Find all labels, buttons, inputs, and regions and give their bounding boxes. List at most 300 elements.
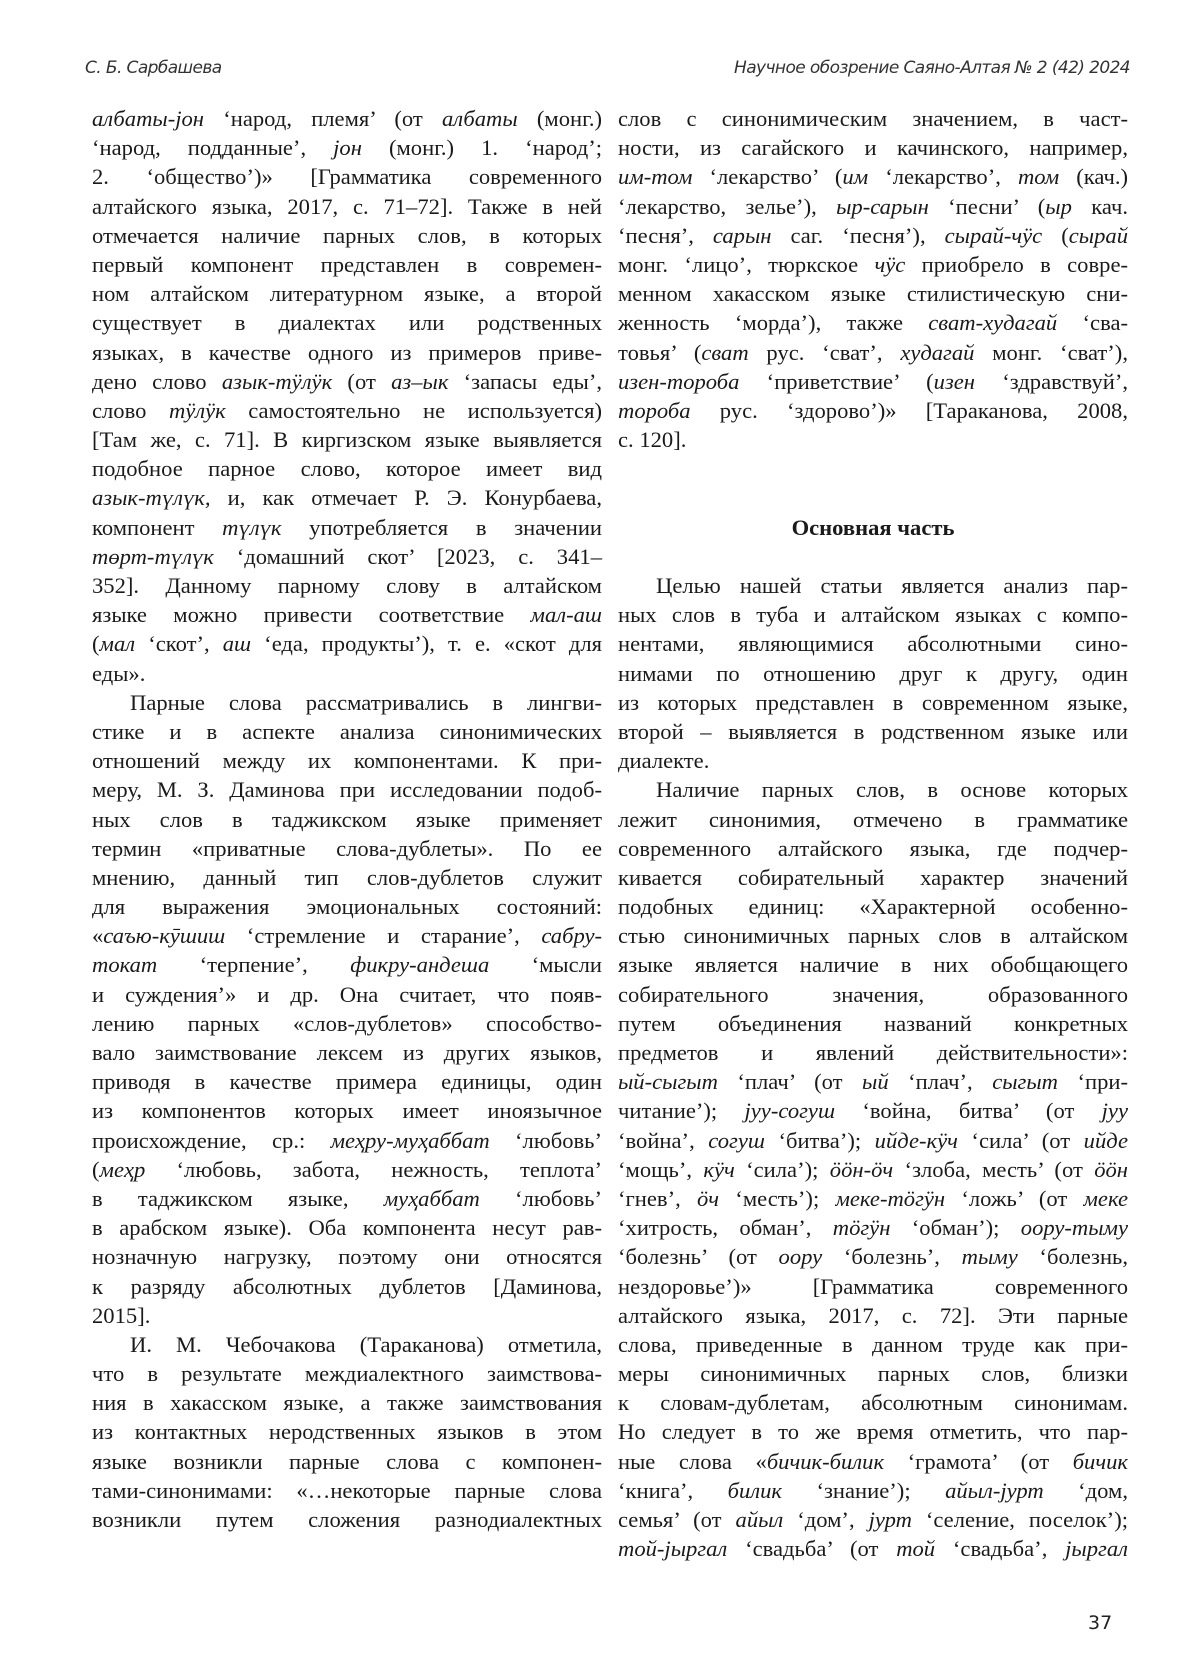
italic-term: аз–ык <box>391 368 449 394</box>
text-segment: ‘лекарство’ ( <box>692 164 843 190</box>
text-line <box>618 133 1128 162</box>
text-line <box>618 1301 1128 1330</box>
text-line <box>92 746 602 775</box>
text-segment: ‘гнев’, <box>618 1185 697 1211</box>
text-line <box>618 1213 1128 1242</box>
text-line <box>618 396 1128 425</box>
text-segment: языке является наличие в них обобщающего <box>618 952 1128 978</box>
text-line <box>92 396 602 425</box>
text-segment: ( <box>92 631 100 657</box>
text-segment: ‘болезнь, <box>1017 1244 1128 1270</box>
text-line <box>92 104 602 133</box>
text-segment: ‘мысли <box>489 952 603 978</box>
italic-term: той <box>896 1536 936 1562</box>
italic-term: азык-тӱлӱк <box>221 368 333 394</box>
text-line <box>92 1505 602 1534</box>
italic-term: бичик <box>1072 1448 1128 1474</box>
text-segment: путем объединения названий конкретных <box>618 1010 1128 1036</box>
italic-term: сарын <box>712 222 772 248</box>
italic-term: оору <box>778 1244 823 1270</box>
italic-term: jуу-согуш <box>744 1098 836 1124</box>
text-segment: ‘свадьба’, <box>935 1536 1066 1562</box>
text-line <box>618 1038 1128 1067</box>
text-segment: меру, М. З. Даминова при исследовании подоб- <box>92 777 602 803</box>
text-line <box>92 1067 602 1096</box>
italic-term: ийде <box>1083 1127 1128 1153</box>
text-segment: И. М. Чебочакова (Тараканова) отметила, <box>130 1331 602 1357</box>
text-segment: ‘сила’ (от <box>957 1127 1084 1153</box>
text-segment: нозначную нагрузку, поэтому они относятся <box>92 1244 602 1270</box>
text-line <box>618 688 1128 717</box>
page-number: 37 <box>1088 1612 1113 1634</box>
text-line <box>618 1242 1128 1271</box>
text-line <box>92 279 602 308</box>
text-segment: языках, в качестве одного из примеров приве- <box>92 339 602 365</box>
text-line <box>618 338 1128 367</box>
text-segment: ности, из сагайского и качинского, например, <box>618 135 1128 161</box>
text-line <box>92 1330 602 1359</box>
italic-term: согуш <box>708 1127 765 1153</box>
header-author: С. Б. Сарбашева <box>85 58 222 78</box>
italic-term: албаты-jон <box>92 106 205 131</box>
italic-term: тӱлӱк <box>168 397 226 423</box>
text-segment: ‘здравствуй’, <box>975 368 1129 394</box>
text-segment: в таджикском языке, <box>92 1185 384 1211</box>
italic-term: ӧч <box>696 1185 720 1211</box>
text-line <box>618 192 1128 221</box>
text-segment: термин «приватные слова-дублеты». По ее <box>92 835 602 861</box>
text-segment: стью синонимичных парных слов в алтайском <box>618 923 1128 949</box>
text-segment: тами-синонимами: «…некоторые парные слова <box>92 1477 602 1503</box>
text-segment: языке возникли парные слова с компонен- <box>92 1448 602 1474</box>
italic-term: мал <box>99 631 136 657</box>
text-segment: еды». <box>92 660 146 686</box>
text-segment: из которых представлен в современном языке, <box>618 689 1128 715</box>
italic-term: оору-тыму <box>1020 1215 1128 1241</box>
text-segment: алтайского языка, 2017, с. 71–72]. Также в ней <box>92 193 602 219</box>
text-segment: компонент <box>92 514 223 540</box>
text-segment: саг. ‘песня’), <box>771 222 945 248</box>
text-segment: ‘свадьба’ (от <box>727 1536 897 1562</box>
text-line <box>618 1096 1128 1125</box>
text-segment: Наличие парных слов, в основе которых <box>656 777 1128 803</box>
text-segment: ‘народ, подданные’, <box>92 135 334 161</box>
italic-term: сват <box>701 339 749 365</box>
text-segment: (монг.) 1. ‘народ’; <box>361 135 602 161</box>
text-segment: ‘стремление и старание’, <box>225 923 542 949</box>
text-line <box>618 834 1128 863</box>
text-segment: ‘еда, продукты’), т. е. «скот для <box>251 631 602 657</box>
text-segment: лежит синонимия, отмечено в грамматике <box>618 806 1128 832</box>
text-segment: ния в хакасском языке, а также заимствования <box>92 1390 602 1416</box>
text-segment: [Там же, с. 71]. В киргизском языке выявляется <box>92 427 602 453</box>
text-line <box>618 250 1128 279</box>
text-segment: к словам-дублетам, абсолютным синонимам. <box>618 1390 1128 1416</box>
text-segment: 2. ‘общество’)» [Грамматика современного <box>92 164 602 190</box>
italic-term: сват-худагай <box>928 310 1058 336</box>
text-segment: ‘селение, поселок’); <box>911 1507 1128 1532</box>
text-segment: « <box>92 923 104 949</box>
text-segment: ‘терпение’, <box>157 952 351 978</box>
text-line <box>618 1155 1128 1184</box>
text-line <box>92 542 602 571</box>
text-line <box>618 308 1128 337</box>
italic-term: изен-тороба <box>618 368 740 394</box>
text-line <box>92 1155 602 1184</box>
text-line <box>92 571 602 600</box>
text-segment: рус. ‘сват’, <box>748 339 901 365</box>
text-line <box>92 1213 602 1242</box>
italic-term: им-том <box>618 164 693 190</box>
text-segment: алтайского языка, 2017, с. 72]. Эти парные <box>618 1302 1128 1328</box>
text-segment: приводя в качестве примера единицы, один <box>92 1069 602 1095</box>
text-segment: и суждения’» и др. Она считает, что появ- <box>92 981 602 1007</box>
text-line <box>618 775 1128 804</box>
text-line <box>618 980 1128 1009</box>
text-segment: монг. ‘сват’), <box>974 339 1128 365</box>
text-line <box>92 1096 602 1125</box>
text-line <box>618 1067 1128 1096</box>
text-segment: первый компонент представлен в современ- <box>92 251 602 277</box>
italic-term: jыргал <box>1065 1536 1128 1562</box>
italic-term: меҳр <box>99 1156 146 1182</box>
italic-term: сыгыт <box>992 1069 1058 1095</box>
left-column <box>92 104 602 1534</box>
text-line <box>618 1272 1128 1301</box>
text-line <box>92 1242 602 1271</box>
text-line <box>92 221 602 250</box>
text-segment: нимами по отношению друг к другу, один <box>618 660 1128 686</box>
text-segment: (от <box>332 368 392 394</box>
text-line <box>92 513 602 542</box>
text-line <box>92 659 602 688</box>
text-line <box>92 133 602 162</box>
text-line <box>92 1417 602 1446</box>
text-line <box>618 162 1128 191</box>
italic-term: муҳаббат <box>383 1185 480 1211</box>
text-segment: предметов и явлений действительности»: <box>618 1040 1128 1065</box>
text-segment: ‘домашний скот’ [2023, с. 341– <box>213 543 602 569</box>
text-segment: ‘любовь’ <box>489 1127 602 1153</box>
text-segment: подобных единиц: «Характерной особенно- <box>618 894 1128 920</box>
text-segment: кач. <box>1071 193 1128 219</box>
text-line <box>92 338 602 367</box>
italic-term: азык-түлүк, <box>92 485 211 511</box>
text-segment: ‘скот’, <box>135 631 223 657</box>
italic-term: худагай <box>900 339 975 365</box>
italic-term: сабру- <box>541 923 602 949</box>
italic-term: кӱч <box>703 1156 735 1182</box>
italic-term: айыл-jурт <box>945 1477 1044 1503</box>
text-line <box>618 863 1128 892</box>
text-segment: кивается собирательный характер значений <box>618 864 1128 890</box>
text-segment: стике и в аспекте анализа синонимических <box>92 718 602 744</box>
text-line <box>92 775 602 804</box>
text-segment: семья’ (от <box>618 1507 736 1532</box>
italic-term: изен <box>933 368 976 394</box>
text-line <box>92 892 602 921</box>
text-segment: слов с синонимическим значением, в част- <box>618 106 1128 131</box>
italic-term: ыр-сарын <box>836 193 929 219</box>
italic-term: токат <box>92 952 158 978</box>
text-segment: нездоровье’)» [Грамматика современного <box>618 1273 1128 1299</box>
italic-term: jурт <box>868 1507 912 1532</box>
text-line <box>618 221 1128 250</box>
text-segment: ‘болезнь’ (от <box>618 1244 779 1270</box>
text-segment: диалекте. <box>618 748 710 774</box>
text-segment: с. 120]. <box>618 427 687 453</box>
italic-term: түлүк <box>222 514 282 540</box>
text-line <box>618 1359 1128 1388</box>
text-segment: ных слов в таджикском языке применяет <box>92 806 602 832</box>
italic-term: мал-аш <box>530 602 602 628</box>
text-segment: вало заимствование лексем из других языков, <box>92 1040 602 1065</box>
italic-term: тороба <box>618 397 691 423</box>
text-segment: отношений между их компонентами. К при- <box>92 748 602 774</box>
italic-term: ийде-кӱч <box>874 1127 958 1153</box>
italic-term: чӱс <box>874 251 906 277</box>
text-line <box>618 367 1128 396</box>
text-segment: ( <box>92 1156 100 1182</box>
text-segment: ‘болезнь’, <box>822 1244 962 1270</box>
text-line <box>618 1417 1128 1446</box>
text-segment: подобное парное слово, которое имеет вид <box>92 456 602 482</box>
text-segment: мнению, данный тип слов-дублетов служит <box>92 864 602 890</box>
text-segment: слова, приведенные в данном труде как при- <box>618 1331 1128 1357</box>
text-segment: современного алтайского языка, где подчер- <box>618 835 1128 861</box>
text-line <box>618 600 1128 629</box>
italic-term: саъю-кӯшиш <box>103 923 226 949</box>
text-segment: ‘лекарство, зелье’), <box>618 193 837 219</box>
italic-term: той-jыргал <box>618 1536 728 1562</box>
text-line <box>618 659 1128 688</box>
text-segment: (кач.) <box>1059 164 1129 190</box>
section-heading <box>618 513 1128 542</box>
text-segment: нентами, являющимися абсолютными сино- <box>618 631 1128 657</box>
italic-term: меҳру-муҳаббат <box>330 1127 490 1153</box>
text-line <box>92 600 602 629</box>
italic-term: бичик-билик <box>766 1448 885 1474</box>
text-segment: 352]. Данному парному слову в алтайском <box>92 573 602 598</box>
text-segment: рус. ‘здорово’)» [Тараканова, 2008, <box>690 397 1128 423</box>
text-line <box>92 162 602 191</box>
text-line <box>92 1447 602 1476</box>
right-column <box>618 104 1128 1563</box>
text-segment: товья’ ( <box>618 339 702 365</box>
text-line <box>92 688 602 717</box>
text-segment: ‘хитрость, обман’, <box>618 1215 833 1241</box>
text-line <box>618 1505 1128 1534</box>
text-segment: ные слова « <box>618 1448 767 1474</box>
text-segment: ‘плач’, <box>888 1069 993 1095</box>
text-line <box>618 717 1128 746</box>
text-line <box>92 1359 602 1388</box>
header-journal: Научное обозрение Саяно-Алтая № 2 (42) 2024 <box>734 58 1130 78</box>
italic-term: jон <box>333 135 362 161</box>
text-segment: дено слово <box>92 368 222 394</box>
text-line <box>92 950 602 979</box>
text-line <box>618 1476 1128 1505</box>
italic-term: меке <box>1083 1185 1128 1211</box>
text-segment: и, как отмечает Р. Э. Конурбаева, <box>210 485 602 511</box>
text-segment: ‘запасы еды’, <box>448 368 603 394</box>
text-line <box>618 1126 1128 1155</box>
text-segment: ных слов в туба и алтайском языках с компо- <box>618 602 1128 628</box>
text-line <box>618 1184 1128 1213</box>
text-segment: ‘любовь’ <box>479 1185 603 1211</box>
blank-line <box>618 483 1128 512</box>
text-segment: для выражения эмоциональных состояний: <box>92 894 602 920</box>
text-segment: из контактных неродственных языков в этом <box>92 1419 602 1445</box>
text-line <box>92 980 602 1009</box>
text-segment: Целью нашей статьи является анализ пар- <box>656 573 1128 598</box>
text-line <box>618 1388 1128 1417</box>
text-segment: происхождение, ср.: <box>92 1127 331 1153</box>
text-line <box>92 717 602 746</box>
italic-term: тыму <box>961 1244 1018 1270</box>
text-line <box>92 629 602 658</box>
text-line <box>92 454 602 483</box>
text-line <box>92 921 602 950</box>
text-line <box>618 1447 1128 1476</box>
text-line <box>92 1009 602 1038</box>
text-line <box>92 425 602 454</box>
text-line <box>618 571 1128 600</box>
text-segment: употребляется в значении <box>281 514 602 540</box>
text-segment: ‘книга’, <box>618 1477 728 1503</box>
text-segment: ‘сила’); <box>734 1156 830 1182</box>
italic-term: албаты <box>441 106 518 131</box>
text-segment: ‘мощь’, <box>618 1156 704 1182</box>
text-line <box>92 834 602 863</box>
text-line <box>92 805 602 834</box>
text-line <box>92 1476 602 1505</box>
text-segment: ‘лекарство’, <box>868 164 1018 190</box>
text-segment: ‘песня’, <box>618 222 713 248</box>
italic-term: төрт-түлүк <box>92 543 214 569</box>
text-segment: ‘война, битва’ (от <box>835 1098 1102 1124</box>
text-segment: Парные слова рассматривались в лингви- <box>130 689 602 715</box>
text-segment: второй – выявляется в родственном языке или <box>618 718 1128 744</box>
italic-term: билик <box>727 1477 783 1503</box>
italic-term: ый-сыгыт <box>618 1069 718 1095</box>
italic-term: меке-тӧгӱн <box>835 1185 946 1211</box>
text-segment: слово <box>92 397 169 423</box>
italic-term: аш <box>222 631 252 657</box>
text-segment: менном хакасском языке стилистическую сни- <box>618 281 1128 307</box>
text-segment: ‘злоба, месть’ (от <box>893 1156 1095 1182</box>
text-segment: читание’); <box>618 1098 745 1124</box>
text-segment: лению парных «слов-дублетов» способство- <box>92 1010 602 1036</box>
text-segment: ‘любовь, забота, нежность, теплота’ <box>145 1156 602 1182</box>
text-segment: ‘народ, племя’ (от <box>204 106 442 131</box>
text-segment: Но следует в то же время отметить, что пар- <box>618 1419 1128 1445</box>
text-segment: меры синонимичных парных слов, близки <box>618 1361 1128 1387</box>
text-segment: в арабском языке). Оба компонента несут рав- <box>92 1215 602 1241</box>
text-line <box>92 192 602 221</box>
text-segment: ‘дом’, <box>783 1507 869 1532</box>
text-segment: ном алтайском литературном языке, а второй <box>92 281 602 307</box>
text-segment: 2015]. <box>92 1302 151 1328</box>
text-line <box>618 1534 1128 1563</box>
text-line <box>618 629 1128 658</box>
text-segment: ‘война’, <box>618 1127 709 1153</box>
text-segment: существует в диалектах или родственных <box>92 310 602 336</box>
text-line <box>92 1038 602 1067</box>
text-segment: ‘ложь’ (от <box>945 1185 1084 1211</box>
text-segment: языке можно привести соответствие <box>92 602 531 628</box>
text-segment: к разряду абсолютных дублетов [Даминова, <box>92 1273 602 1299</box>
text-segment: ‘месть’); <box>719 1185 836 1211</box>
text-line <box>92 483 602 512</box>
italic-term: им <box>842 164 869 190</box>
text-line <box>618 104 1128 133</box>
text-segment: ‘битва’); <box>764 1127 875 1153</box>
text-segment: что в результате междиалектного заимствова- <box>92 1361 602 1387</box>
text-line <box>618 425 1128 454</box>
italic-term: ыр <box>1045 193 1072 219</box>
text-segment: ‘песни’ ( <box>928 193 1046 219</box>
text-line <box>92 367 602 396</box>
text-line <box>92 250 602 279</box>
text-line <box>92 1126 602 1155</box>
text-line <box>92 863 602 892</box>
text-segment: приобрело в совре- <box>905 251 1128 277</box>
text-segment: ‘дом, <box>1043 1477 1128 1503</box>
text-segment: из компонентов которых имеет иноязычное <box>92 1098 602 1124</box>
text-segment: ‘сва- <box>1057 310 1128 336</box>
text-segment: монг. ‘лицо’, тюркское <box>618 251 875 277</box>
text-line <box>92 1184 602 1213</box>
italic-term: ый <box>862 1069 889 1095</box>
italic-term: сырай-чӱс <box>944 222 1043 248</box>
text-segment: самостоятельно не используется) <box>225 397 602 423</box>
text-line <box>618 1009 1128 1038</box>
text-segment: женность ‘морда’), также <box>618 310 929 336</box>
text-segment: ‘грамота’ (от <box>884 1448 1073 1474</box>
text-segment: ‘при- <box>1057 1069 1128 1095</box>
text-line <box>92 1272 602 1301</box>
text-segment: ‘приветствие’ ( <box>739 368 934 394</box>
text-segment: (монг.) <box>517 106 602 131</box>
text-line <box>618 805 1128 834</box>
blank-line <box>618 542 1128 571</box>
text-segment: ‘обман’); <box>890 1215 1021 1241</box>
italic-term: ӧӧн-ӧч <box>829 1156 894 1182</box>
text-line <box>618 1330 1128 1359</box>
italic-term: фикру-андеша <box>350 952 490 978</box>
text-segment: ( <box>1042 222 1069 248</box>
italic-term: том <box>1017 164 1060 190</box>
text-segment: возникли путем сложения разнодиалектных <box>92 1507 602 1532</box>
running-header <box>85 58 1130 88</box>
italic-term: ӧӧн <box>1094 1156 1128 1182</box>
text-line <box>618 279 1128 308</box>
italic-term: айыл <box>735 1507 784 1532</box>
text-segment: отмечается наличие парных слов, в которых <box>92 222 602 248</box>
text-line <box>92 308 602 337</box>
text-segment: ‘плач’ (от <box>717 1069 863 1095</box>
text-line <box>92 1301 602 1330</box>
blank-line <box>618 454 1128 483</box>
text-line <box>618 892 1128 921</box>
text-segment: Основная часть <box>791 514 955 540</box>
text-line <box>618 950 1128 979</box>
text-segment: собирательного значения, образованного <box>618 981 1128 1007</box>
italic-term: тӧгӱн <box>832 1215 891 1241</box>
text-line <box>92 1388 602 1417</box>
text-line <box>618 746 1128 775</box>
